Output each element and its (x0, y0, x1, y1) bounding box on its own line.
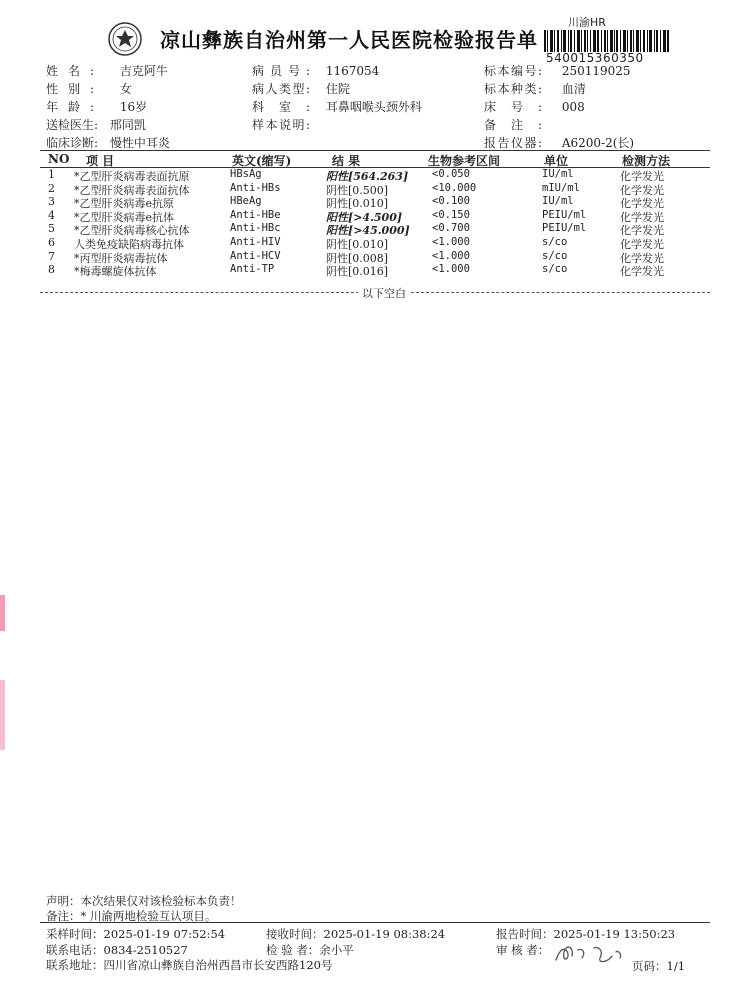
cell-unit: IU/ml (542, 168, 574, 180)
tester: 检 验 者：余小平 (266, 943, 354, 957)
cell-unit: IU/ml (542, 195, 574, 208)
doctor-row (46, 116, 146, 133)
cell-abbr: Anti-HIV (230, 236, 281, 248)
patient-type: 住院 (325, 82, 350, 96)
cell-result: 阳性[>4.500] (326, 210, 403, 224)
instrument-label: 报告仪器: (484, 136, 542, 150)
cell-result: 阳性[>45.000] (326, 224, 410, 238)
instrument-row (484, 134, 634, 151)
barcode-number: 540015360350 (546, 51, 644, 65)
cell-abbr: Anti-HCV (230, 249, 281, 262)
cell-method: 化学发光 (620, 238, 664, 251)
cell-ref: <0.100 (432, 195, 470, 208)
cell-method: 化学发光 (620, 251, 664, 265)
report-time: 报告时间：2025-01-19 13:50:23 (496, 927, 676, 941)
doctor-name: 邢同凯 (109, 118, 146, 132)
patient-sex-label: 性别: (46, 82, 94, 96)
record-number: 1167054 (325, 64, 380, 78)
remark-label: 备注: (484, 118, 542, 132)
cell-ref: <0.150 (432, 208, 470, 221)
specimen-no-label: 标本编号: (484, 64, 542, 78)
cell-item: *乙型肝炎病毒e抗原 (74, 197, 175, 211)
cell-method: 化学发光 (620, 224, 664, 238)
cell-method: 化学发光 (620, 265, 664, 279)
bed-label: 床号: (484, 100, 542, 114)
col-header-unit: 单位 (544, 154, 569, 168)
cell-method: 化学发光 (620, 197, 664, 211)
barcode-icon (544, 30, 670, 52)
cell-result: 阳性[564.263] (326, 170, 409, 183)
cell-no: 2 (48, 181, 55, 195)
specimen-type: 血清 (561, 82, 586, 96)
cell-result: 阴性[0.010] (326, 197, 389, 211)
col-header-method: 检测方法 (622, 154, 671, 168)
cell-item: *乙型肝炎病毒核心抗体 (74, 224, 190, 238)
cell-unit: mIU/ml (542, 181, 580, 194)
cell-no: 4 (48, 208, 55, 222)
cell-item: *乙型肝炎病毒表面抗原 (74, 170, 190, 183)
cell-item: *乙型肝炎病毒表面抗体 (74, 183, 190, 197)
cell-item: *丙型肝炎病毒抗体 (74, 251, 168, 265)
cell-ref: <0.700 (432, 222, 470, 235)
patient-sex-row (46, 80, 132, 97)
scan-mark (0, 595, 5, 631)
cell-item: *梅毒螺旋体抗体 (74, 265, 157, 279)
contact-phone: 联系电话：0834-2510527 (46, 943, 188, 957)
cell-item: *乙型肝炎病毒e抗体 (74, 210, 175, 224)
department-label: 科室: (252, 100, 310, 114)
cell-ref: <10.000 (432, 181, 477, 194)
end-of-results-mark: 以下空白 (358, 285, 410, 301)
diagnosis-row (46, 134, 170, 151)
cell-method: 化学发光 (620, 170, 664, 183)
reviewer-label: 审 核 者： (496, 943, 550, 957)
col-header-result: 结 果 (332, 154, 361, 168)
cell-abbr: HBeAg (230, 195, 262, 208)
diagnosis-label: 临床诊断: (46, 136, 99, 150)
patient-sex: 女 (119, 82, 132, 96)
diagnosis-value: 慢性中耳炎 (109, 136, 170, 150)
patient-age-row (46, 98, 147, 115)
doctor-label: 送检医生: (46, 118, 99, 132)
col-header-item: 项 目 (86, 154, 115, 168)
cell-no: 8 (48, 263, 55, 277)
instrument: A6200-2(长) (561, 136, 635, 150)
cell-abbr: HBsAg (230, 168, 262, 180)
specimen-number: 250119025 (561, 64, 631, 78)
bed-number: 008 (561, 100, 585, 114)
record-label: 病员号: (252, 64, 310, 78)
patient-age: 16岁 (119, 100, 148, 114)
footnote: 备注：* 川渝两地检验互认项目。 (46, 909, 217, 923)
cell-method: 化学发光 (620, 210, 664, 224)
cell-unit: s/co (542, 236, 568, 248)
specimen-type-label: 标本种类: (484, 82, 542, 96)
cell-unit: s/co (542, 263, 568, 276)
cell-abbr: Anti-HBs (230, 181, 281, 194)
cell-unit: PEIU/ml (542, 208, 587, 221)
cell-result: 阴性[0.008] (326, 251, 389, 265)
reviewer-signature-icon (552, 938, 632, 968)
patient-name-label: 姓名: (46, 64, 94, 78)
cell-result: 阴性[0.010] (326, 238, 389, 251)
footer-rule (40, 922, 710, 923)
cell-unit: s/co (542, 249, 568, 262)
cell-ref: <1.000 (432, 263, 470, 276)
cell-method: 化学发光 (620, 183, 664, 197)
barcode-tag: 川渝HR (568, 16, 606, 29)
cell-ref: <1.000 (432, 249, 470, 262)
cell-ref: <1.000 (432, 236, 470, 248)
cell-item: 人类免疫缺陷病毒抗体 (74, 238, 184, 251)
header-top-rule (40, 150, 710, 151)
cell-no: 6 (48, 236, 55, 249)
sample-time: 采样时间：2025-01-19 07:52:54 (46, 927, 226, 941)
cell-abbr: Anti-HBe (230, 208, 281, 221)
cell-no: 5 (48, 222, 55, 236)
bed-row (484, 98, 585, 115)
statement: 声明：本次结果仅对该检验标本负责！ (46, 894, 242, 908)
cell-ref: <0.050 (432, 168, 470, 180)
report-title: 凉山彝族自治州第一人民医院检验报告单 (160, 28, 538, 52)
specimen-type-row (484, 80, 586, 97)
department: 耳鼻咽喉头颈外科 (325, 100, 422, 114)
sample-note-row (252, 116, 322, 133)
patient-age-label: 年龄: (46, 100, 94, 114)
hospital-logo-icon (108, 22, 142, 56)
cell-abbr: Anti-HBc (230, 222, 281, 235)
page-number: 页码：1/1 (632, 959, 686, 973)
contact-address: 联系地址：四川省凉山彝族自治州西昌市长安西路120号 (46, 958, 333, 972)
record-row (252, 62, 379, 79)
specimen-no-row (484, 62, 631, 79)
cell-unit: PEIU/ml (542, 222, 587, 235)
patient-name: 吉克阿牛 (119, 64, 168, 78)
cell-no: 7 (48, 249, 55, 263)
department-row (252, 98, 422, 115)
patient-type-row (252, 80, 350, 97)
cell-no: 1 (48, 168, 55, 181)
sample-note-label: 样本说明: (252, 118, 310, 132)
col-header-no: NO (48, 152, 70, 166)
cell-result: 阴性[0.016] (326, 265, 389, 279)
scan-mark (0, 680, 5, 750)
cell-abbr: Anti-TP (230, 263, 275, 276)
cell-no: 3 (48, 195, 55, 209)
col-header-ref: 生物参考区间 (428, 154, 501, 168)
col-header-abbr: 英文(缩写) (232, 154, 292, 168)
patient-type-label: 病人类型: (252, 82, 310, 96)
cell-result: 阴性[0.500] (326, 183, 389, 197)
receive-time: 接收时间：2025-01-19 08:38:24 (266, 927, 446, 941)
patient-name-row (46, 62, 168, 79)
remark-row (484, 116, 558, 133)
